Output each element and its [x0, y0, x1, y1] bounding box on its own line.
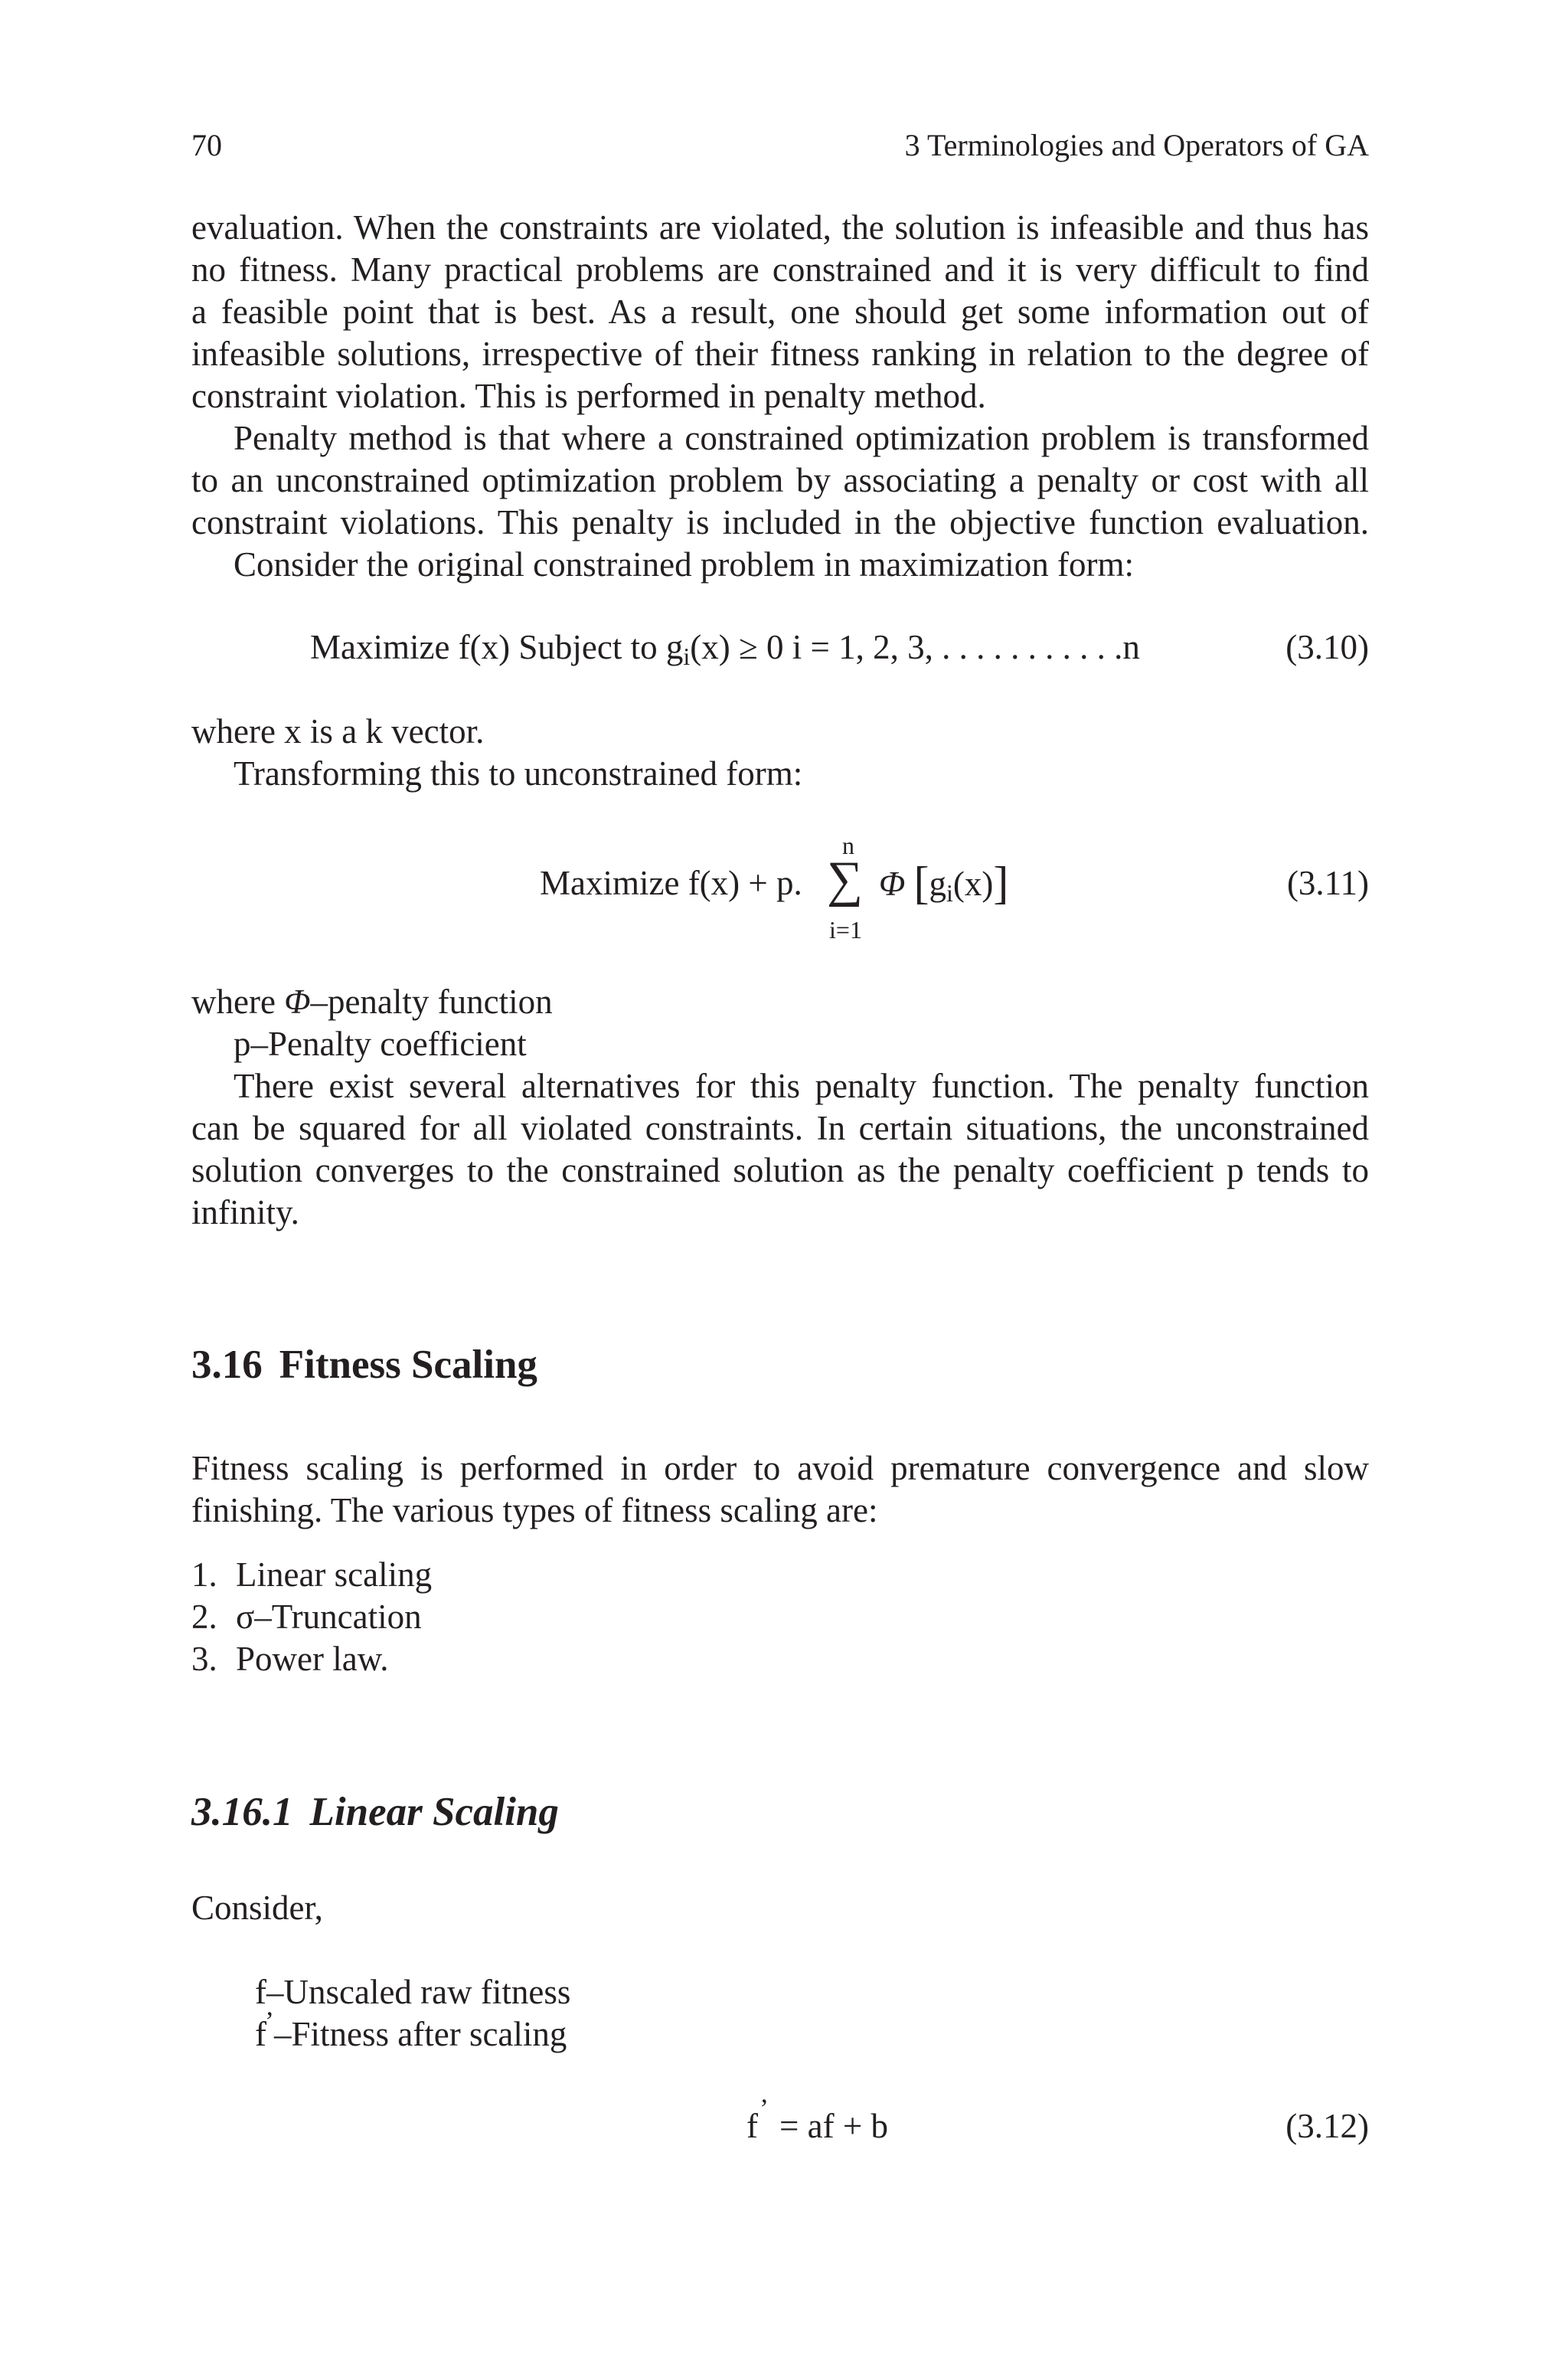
sum-lower-limit: i=1 [829, 916, 862, 944]
eq-text: (x) [952, 865, 994, 903]
text: where [191, 983, 285, 1021]
list-item [191, 1554, 432, 1596]
text-line: There exist several alternatives for this penalty function. The penalty function [234, 1067, 1369, 1105]
bracket-open: [ [913, 858, 929, 908]
list-number: 1. [191, 1555, 217, 1594]
paragraph-consider: Consider the original constrained problem in maximization form: [234, 545, 1134, 584]
list-text: Linear scaling [236, 1555, 433, 1594]
text-line: evaluation. When the constraints are violated, the solution is infeasible and thus has [191, 208, 1369, 247]
eq-subscript: i [683, 643, 691, 670]
eq-text: = af + b [779, 2107, 888, 2145]
definition-scaled-fitness [255, 2006, 567, 2058]
phi-symbol: Φ [879, 865, 906, 903]
list-text: Power law. [236, 1640, 389, 1678]
definition-raw-fitness: f–Unscaled raw fitness [255, 1973, 571, 2011]
text-line: a feasible point that is best. As a result, one should get some information out of [191, 293, 1369, 331]
text-line: Transforming this to unconstrained form: [234, 754, 803, 793]
eq-text: Maximize f(x) Subject to g [310, 628, 684, 666]
eq-phi-term [879, 858, 1009, 908]
section-heading [191, 1340, 537, 1389]
section-title: Fitness Scaling [279, 1343, 537, 1387]
f-symbol: f [255, 2015, 266, 2053]
text-line: Fitness scaling is performed in order to avoid premature convergence and slow [191, 1449, 1369, 1487]
text-line: infinity. [191, 1193, 299, 1231]
prime-symbol: ’ [760, 2093, 769, 2124]
text-line: to an unconstrained optimization problem by associating a penalty or cost with all [191, 461, 1369, 499]
subsection-heading [191, 1787, 559, 1837]
text-line: Penalty method is that where a constrained optimization problem is transformed [234, 419, 1369, 457]
subsection-number: 3.16.1 [191, 1790, 293, 1834]
text-line: can be squared for all violated constraints. In certain situations, the unconstrained [191, 1109, 1369, 1147]
equation-3-12 [746, 2093, 888, 2150]
text-line: p–Penalty coefficient [234, 1025, 527, 1063]
eq-text: (x) ≥ 0 i = 1, 2, 3, . . . . . . . . . . .n [690, 628, 1140, 666]
eq-subscript: i [946, 879, 953, 907]
sum-upper-limit: n [842, 832, 854, 859]
text-line [191, 981, 1369, 1023]
bracket-close: ] [993, 858, 1009, 908]
equation-3-10 [310, 626, 1140, 669]
text: –Fitness after scaling [274, 2015, 567, 2053]
sum-symbol: ∑ [827, 852, 864, 908]
eq-text: g [929, 865, 946, 903]
subsection-title: Linear Scaling [309, 1790, 559, 1834]
text-line: no fitness. Many practical problems are constrained and it is very difficult to find [191, 250, 1369, 289]
text-line: constraint violation. This is performed in penalty method. [191, 377, 986, 415]
text: –penalty function [310, 983, 553, 1021]
text-line: finishing. The various types of fitness scaling are: [191, 1491, 878, 1529]
text-line: infeasible solutions, irrespective of their fitness ranking in relation to the degree of [191, 335, 1369, 373]
text-line: Consider, [191, 1889, 323, 1927]
equation-number: (3.10) [1285, 628, 1369, 666]
list-item [191, 1596, 422, 1638]
running-title: 3 Terminologies and Operators of GA [904, 128, 1369, 162]
text-line: constraint violations. This penalty is included in the objective function evaluation. [191, 503, 1369, 541]
page-number: 70 [191, 128, 222, 162]
list-text: σ–Truncation [236, 1598, 422, 1636]
text-line: solution converges to the constrained solution as the penalty coefficient p tends to [191, 1151, 1369, 1189]
f-symbol: f [746, 2107, 758, 2145]
equation-number: (3.12) [1285, 2107, 1369, 2145]
prime-symbol: ’ [265, 2006, 274, 2036]
list-item [191, 1638, 389, 1680]
list-number: 2. [191, 1598, 217, 1636]
section-number: 3.16 [191, 1343, 263, 1387]
text-line: where x is a k vector. [191, 712, 485, 751]
phi-symbol: Φ [284, 983, 311, 1021]
equation-number: (3.11) [1286, 864, 1369, 902]
list-number: 3. [191, 1640, 217, 1678]
eq-lead: Maximize f(x) + p. [540, 864, 802, 902]
